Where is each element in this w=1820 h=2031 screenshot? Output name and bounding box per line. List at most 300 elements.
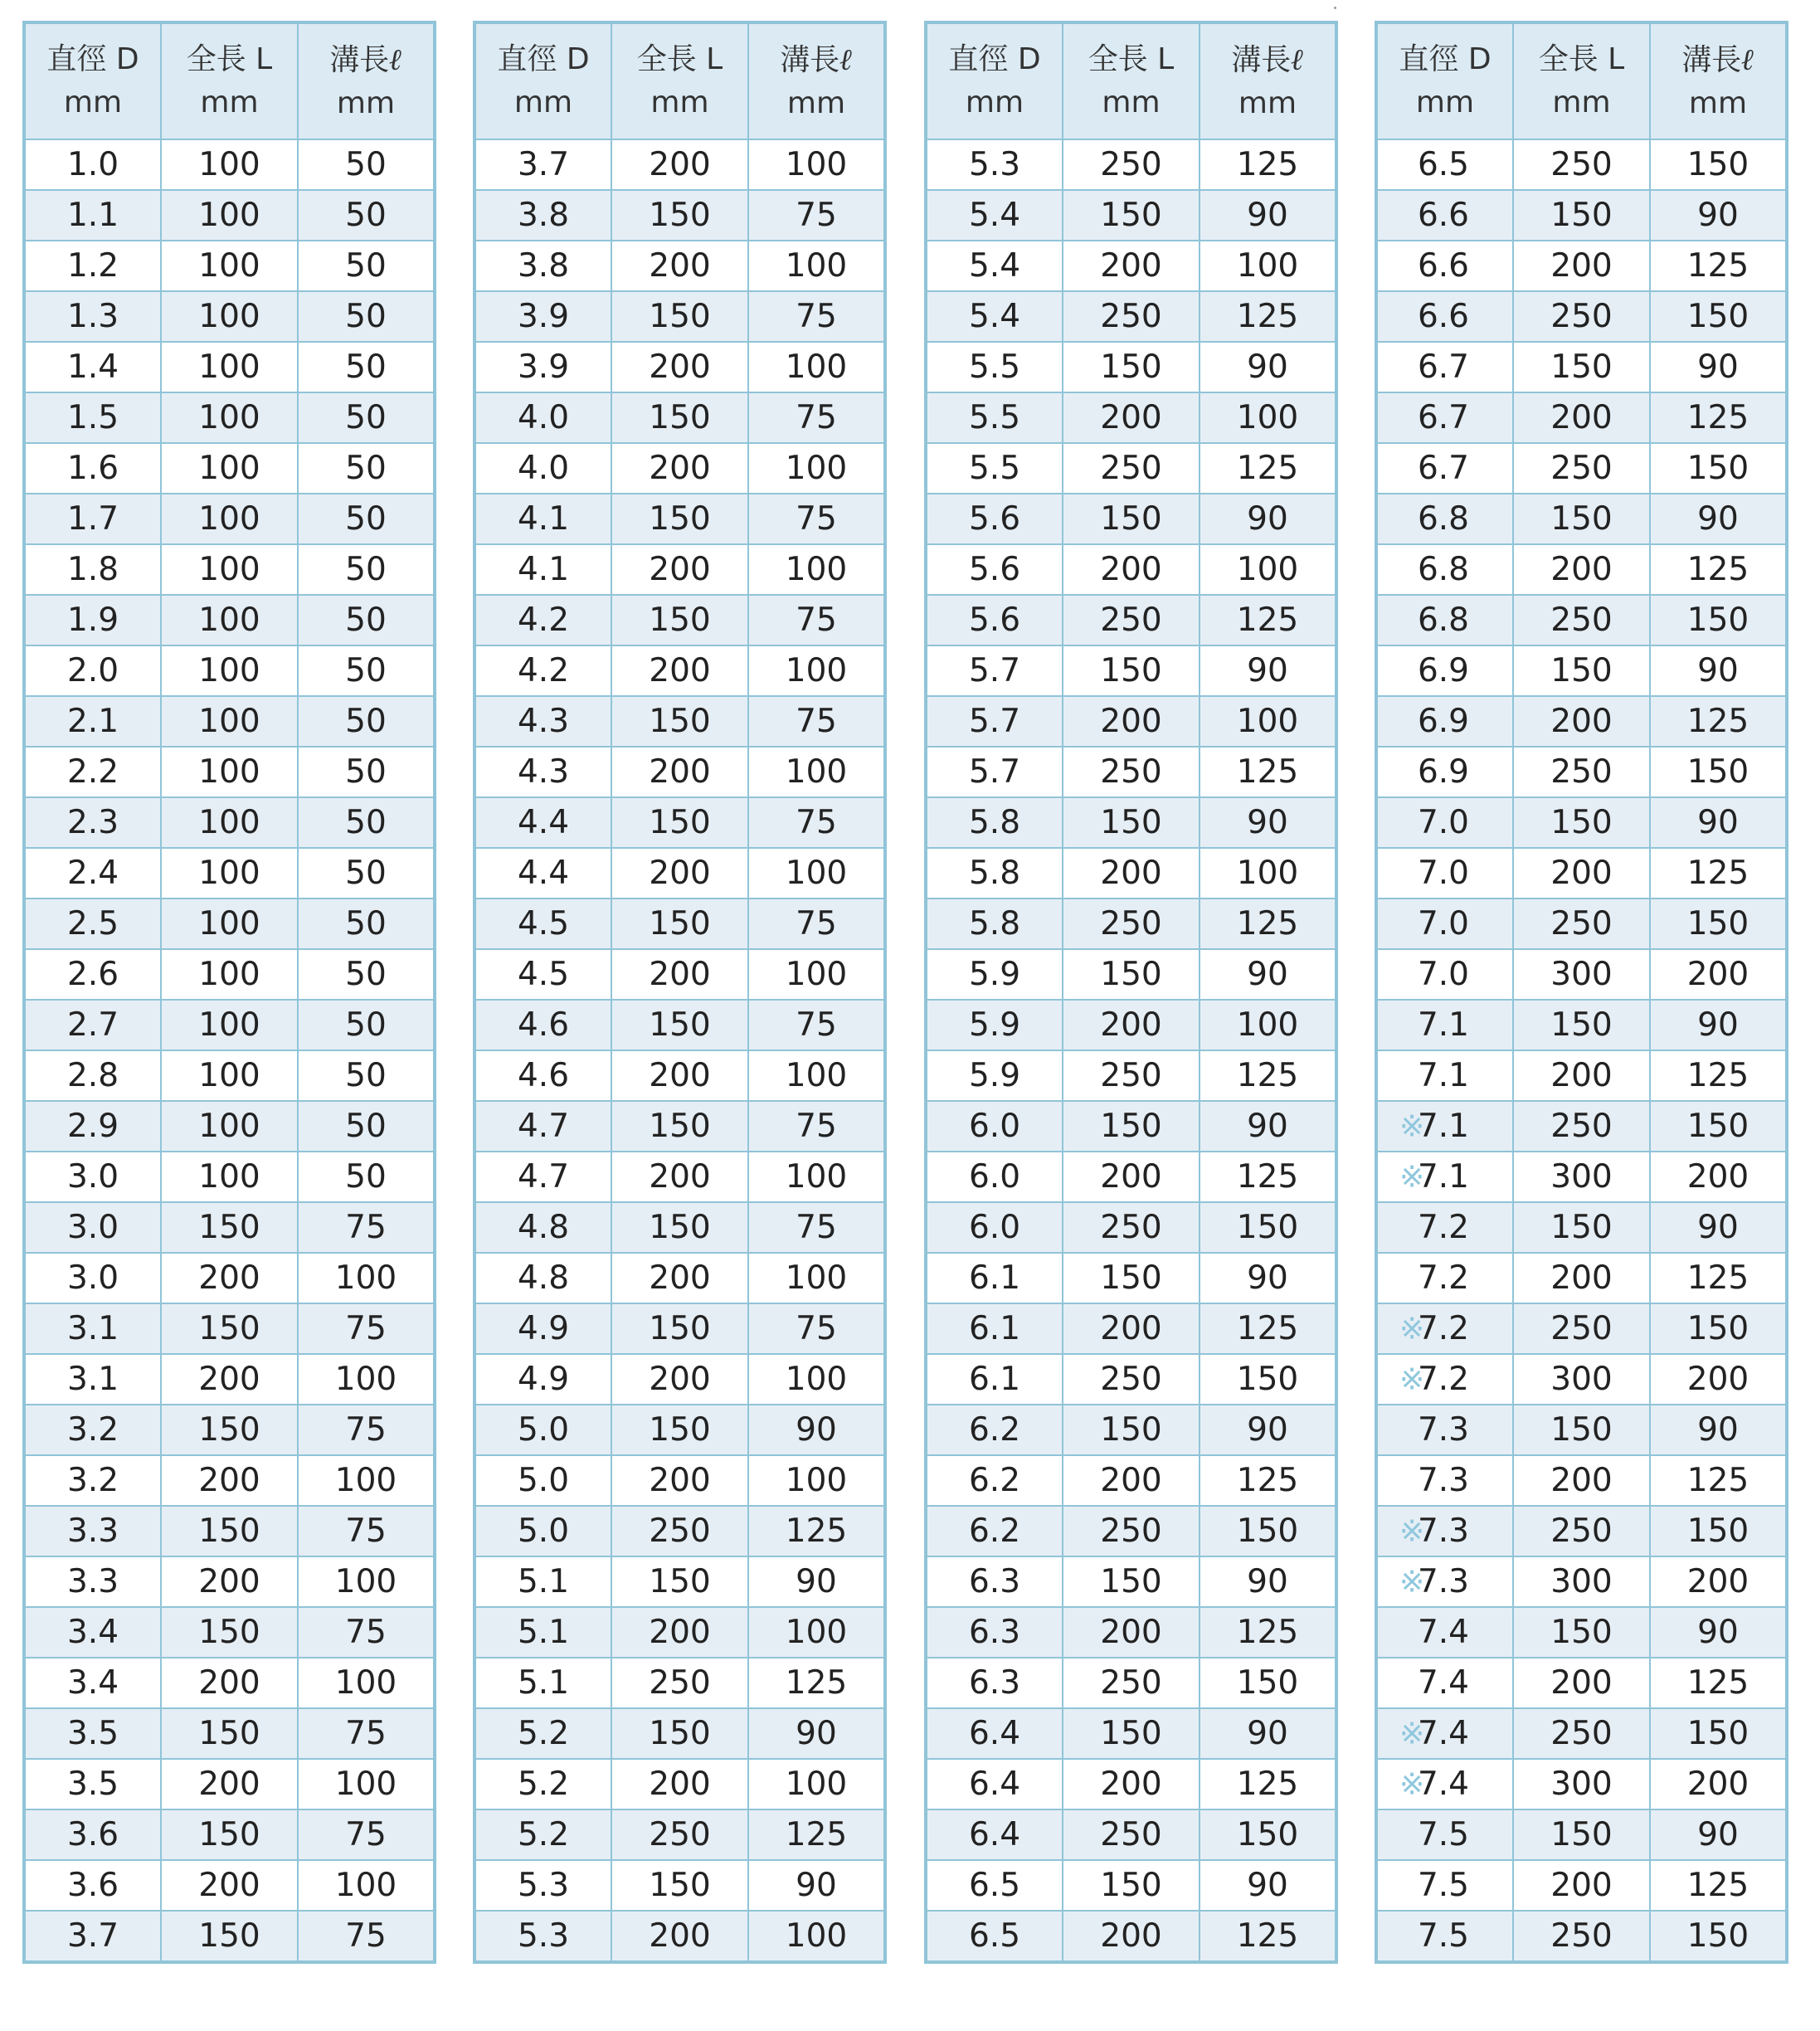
table-row <box>474 1759 885 1809</box>
flute-length-cell: 50 <box>298 1101 435 1152</box>
diameter-value: 3.4 <box>66 1614 119 1651</box>
flute-length-cell: 90 <box>1650 342 1787 392</box>
table-row <box>24 1911 435 1962</box>
flute-length-cell: 100 <box>1200 696 1336 747</box>
diameter-value: 1.3 <box>66 298 119 335</box>
table-row <box>24 1152 435 1202</box>
flute-length-cell: 50 <box>298 1050 435 1101</box>
table-row <box>474 949 885 1000</box>
table-row <box>926 848 1336 899</box>
diameter-cell <box>1376 1658 1513 1708</box>
table-row <box>926 645 1336 696</box>
diameter-value: 5.9 <box>968 1057 1021 1094</box>
diameter-value: 2.2 <box>66 753 119 791</box>
diameter-cell <box>1376 544 1513 595</box>
note-mark-icon: ※ <box>1399 1514 1425 1548</box>
diameter-cell <box>926 1152 1063 1202</box>
diameter-cell <box>24 1759 161 1809</box>
diameter-value: 4.9 <box>517 1310 570 1347</box>
table-row <box>926 1607 1336 1658</box>
diameter-cell <box>1376 1101 1513 1152</box>
total-length-cell: 250 <box>1063 747 1200 797</box>
flute-length-cell: 100 <box>748 949 885 1000</box>
header-row <box>474 22 885 139</box>
header-diameter <box>24 22 161 139</box>
diameter-value: 7.1 <box>1417 1158 1469 1196</box>
total-length-cell: 200 <box>611 544 748 595</box>
table-row <box>24 190 435 241</box>
total-length-cell: 150 <box>611 190 748 241</box>
flute-length-cell: 50 <box>298 544 435 595</box>
diameter-cell <box>24 848 161 899</box>
header-diameter <box>1376 22 1513 139</box>
flute-length-cell: 90 <box>1650 494 1787 544</box>
total-length-cell: 250 <box>1513 1101 1650 1152</box>
header-label <box>1651 38 1785 82</box>
total-length-cell: 200 <box>1513 241 1650 291</box>
diameter-value: 1.7 <box>66 500 119 538</box>
total-length-cell: 150 <box>1063 1708 1200 1759</box>
total-length-cell: 200 <box>611 241 748 291</box>
table-row <box>1376 392 1787 443</box>
total-length-cell: 150 <box>1063 190 1200 241</box>
total-length-cell: 200 <box>161 1253 298 1303</box>
flute-length-cell: 100 <box>748 139 885 190</box>
header-label: 全長 L <box>186 42 273 76</box>
flute-length-cell: 90 <box>1650 1607 1787 1658</box>
diameter-cell <box>926 899 1063 949</box>
flute-length-cell: 75 <box>298 1607 435 1658</box>
diameter-value: 4.1 <box>517 500 570 538</box>
diameter-value: 5.4 <box>968 298 1021 335</box>
table-row <box>1376 1759 1787 1809</box>
diameter-value: 5.0 <box>517 1462 570 1499</box>
diameter-cell <box>926 1405 1063 1455</box>
table-row <box>926 190 1336 241</box>
flute-length-cell: 125 <box>1200 291 1336 342</box>
total-length-cell: 150 <box>161 1405 298 1455</box>
diameter-cell <box>926 1253 1063 1303</box>
flute-length-cell: 150 <box>1200 1658 1336 1708</box>
diameter-cell <box>24 392 161 443</box>
diameter-cell <box>926 1860 1063 1911</box>
diameter-value: 5.1 <box>517 1563 570 1600</box>
spec-table-2 <box>473 21 887 1964</box>
total-length-cell: 250 <box>1513 1303 1650 1354</box>
table-row <box>1376 1809 1787 1860</box>
table-row <box>24 1202 435 1253</box>
flute-length-cell: 75 <box>748 797 885 848</box>
diameter-cell <box>24 1000 161 1050</box>
total-length-cell: 200 <box>1063 544 1200 595</box>
total-length-cell: 200 <box>611 1050 748 1101</box>
total-length-cell: 150 <box>611 1101 748 1152</box>
total-length-cell: 250 <box>1513 899 1650 949</box>
diameter-value: 2.0 <box>66 652 119 689</box>
flute-length-cell: 100 <box>748 342 885 392</box>
total-length-cell: 250 <box>1063 1506 1200 1556</box>
diameter-cell <box>24 1455 161 1506</box>
total-length-cell: 250 <box>1063 595 1200 645</box>
flute-length-cell: 90 <box>1200 494 1336 544</box>
diameter-cell <box>1376 1607 1513 1658</box>
header-row <box>24 22 435 139</box>
diameter-cell <box>474 494 611 544</box>
flute-length-cell: 90 <box>1200 1101 1336 1152</box>
diameter-value: 3.0 <box>66 1158 119 1196</box>
total-length-cell: 200 <box>611 645 748 696</box>
flute-length-cell: 125 <box>1200 899 1336 949</box>
total-length-cell: 200 <box>611 747 748 797</box>
header-label-text: 溝長 <box>1231 42 1292 77</box>
diameter-value: 7.3 <box>1417 1411 1469 1449</box>
diameter-value: 7.4 <box>1417 1715 1469 1752</box>
total-length-cell: 200 <box>1063 1152 1200 1202</box>
diameter-value: 1.8 <box>66 551 119 588</box>
table-row <box>24 1405 435 1455</box>
diameter-value: 4.9 <box>517 1361 570 1398</box>
diameter-value: 6.8 <box>1417 602 1469 639</box>
table-row <box>926 494 1336 544</box>
diameter-value: 7.0 <box>1417 804 1469 841</box>
diameter-cell <box>24 494 161 544</box>
total-length-cell: 150 <box>1063 645 1200 696</box>
flute-length-cell: 100 <box>1200 848 1336 899</box>
diameter-value: 4.5 <box>517 956 570 993</box>
total-length-cell: 150 <box>1513 1809 1650 1860</box>
diameter-value: 4.1 <box>517 551 570 588</box>
table-row <box>926 899 1336 949</box>
flute-length-cell: 150 <box>1650 595 1787 645</box>
flute-length-cell: 75 <box>298 1911 435 1962</box>
diameter-value: 4.8 <box>517 1259 570 1297</box>
table-row <box>24 696 435 747</box>
header-row <box>926 22 1336 139</box>
flute-length-cell: 50 <box>298 797 435 848</box>
diameter-value: 5.7 <box>968 652 1021 689</box>
flute-length-cell: 50 <box>298 899 435 949</box>
total-length-cell: 150 <box>611 595 748 645</box>
header-label-text: 溝長 <box>1681 42 1742 77</box>
total-length-cell: 200 <box>1063 1455 1200 1506</box>
flute-length-cell: 50 <box>298 1152 435 1202</box>
header-label: 直徑 D <box>497 42 590 76</box>
flute-length-cell: 150 <box>1650 1911 1787 1962</box>
diameter-value: 5.8 <box>968 804 1021 841</box>
diameter-cell <box>1376 1303 1513 1354</box>
total-length-cell: 150 <box>161 1809 298 1860</box>
diameter-value: 6.1 <box>968 1259 1021 1297</box>
header-unit: mm <box>965 85 1024 119</box>
total-length-cell: 150 <box>1063 342 1200 392</box>
diameter-cell <box>24 1809 161 1860</box>
diameter-cell <box>1376 241 1513 291</box>
table-row <box>926 291 1336 342</box>
flute-length-cell: 150 <box>1200 1809 1336 1860</box>
flute-length-cell: 50 <box>298 291 435 342</box>
table-row <box>1376 1911 1787 1962</box>
flute-length-cell: 100 <box>748 747 885 797</box>
diameter-cell <box>24 1152 161 1202</box>
flute-length-cell: 90 <box>1200 190 1336 241</box>
header-total-length <box>161 22 298 139</box>
header-unit: mm <box>200 85 259 119</box>
diameter-cell <box>24 443 161 494</box>
table-row <box>474 1405 885 1455</box>
table-row <box>926 1050 1336 1101</box>
total-length-cell: 200 <box>161 1860 298 1911</box>
diameter-value: 1.6 <box>66 450 119 487</box>
total-length-cell: 100 <box>161 747 298 797</box>
diameter-value: 5.9 <box>968 956 1021 993</box>
flute-length-cell: 50 <box>298 848 435 899</box>
flute-length-cell: 125 <box>1200 1455 1336 1506</box>
total-length-cell: 200 <box>1513 1658 1650 1708</box>
diameter-cell <box>926 392 1063 443</box>
total-length-cell: 100 <box>161 949 298 1000</box>
flute-length-cell: 200 <box>1650 949 1787 1000</box>
diameter-cell <box>1376 1050 1513 1101</box>
table-header <box>926 22 1336 139</box>
diameter-cell <box>926 1759 1063 1809</box>
flute-length-cell: 90 <box>1200 1405 1336 1455</box>
table-row <box>24 392 435 443</box>
total-length-cell: 200 <box>611 443 748 494</box>
flute-length-cell: 125 <box>1200 1607 1336 1658</box>
flute-length-cell: 100 <box>748 443 885 494</box>
flute-length-cell: 125 <box>748 1658 885 1708</box>
table-row <box>24 1455 435 1506</box>
diameter-cell <box>1376 1354 1513 1405</box>
flute-length-cell: 125 <box>1650 696 1787 747</box>
total-length-cell: 250 <box>1513 747 1650 797</box>
table-row <box>926 1911 1336 1962</box>
diameter-value: 7.1 <box>1417 1108 1469 1145</box>
note-mark-icon: ※ <box>1399 1160 1425 1194</box>
table-row <box>474 1000 885 1050</box>
diameter-value: 7.2 <box>1417 1209 1469 1246</box>
flute-length-cell: 75 <box>298 1506 435 1556</box>
diameter-cell <box>1376 1000 1513 1050</box>
table-row <box>926 392 1336 443</box>
flute-length-cell: 150 <box>1650 139 1787 190</box>
flute-length-cell: 50 <box>298 494 435 544</box>
total-length-cell: 150 <box>1063 1556 1200 1607</box>
table-row <box>474 645 885 696</box>
diameter-value: 3.2 <box>66 1462 119 1499</box>
table-row <box>474 1101 885 1152</box>
table-row <box>24 1607 435 1658</box>
flute-length-cell: 50 <box>298 139 435 190</box>
diameter-cell <box>1376 1809 1513 1860</box>
table-row <box>24 899 435 949</box>
table-row <box>1376 899 1787 949</box>
diameter-cell <box>474 1101 611 1152</box>
table-row <box>24 848 435 899</box>
flute-length-cell: 75 <box>748 1101 885 1152</box>
diameter-value: 2.4 <box>66 855 119 892</box>
total-length-cell: 100 <box>161 291 298 342</box>
table-row <box>24 443 435 494</box>
flute-length-cell: 100 <box>748 1607 885 1658</box>
total-length-cell: 200 <box>1513 544 1650 595</box>
flute-length-cell: 50 <box>298 949 435 1000</box>
diameter-cell <box>926 139 1063 190</box>
header-row <box>1376 22 1787 139</box>
diameter-value: 7.5 <box>1417 1917 1469 1955</box>
total-length-cell: 250 <box>1513 1506 1650 1556</box>
diameter-cell <box>1376 949 1513 1000</box>
diameter-value: 3.6 <box>66 1816 119 1853</box>
diameter-value: 3.8 <box>517 197 570 234</box>
diameter-cell <box>1376 1860 1513 1911</box>
diameter-cell <box>926 848 1063 899</box>
diameter-cell <box>474 1455 611 1506</box>
flute-length-cell: 90 <box>748 1860 885 1911</box>
diameter-cell <box>1376 1455 1513 1506</box>
diameter-cell <box>474 1405 611 1455</box>
diameter-value: 5.0 <box>517 1512 570 1550</box>
diameter-cell <box>1376 342 1513 392</box>
ell-symbol: ℓ <box>839 41 853 77</box>
diameter-cell <box>474 645 611 696</box>
total-length-cell: 300 <box>1513 949 1650 1000</box>
diameter-value: 5.8 <box>968 905 1021 942</box>
total-length-cell: 200 <box>1513 1455 1650 1506</box>
total-length-cell: 250 <box>1513 1911 1650 1962</box>
total-length-cell: 150 <box>161 1607 298 1658</box>
diameter-value: 7.5 <box>1417 1816 1469 1853</box>
header-unit: mm <box>513 85 573 119</box>
header-unit: mm <box>1238 85 1297 120</box>
flute-length-cell: 150 <box>1650 1101 1787 1152</box>
header-diameter <box>926 22 1063 139</box>
total-length-cell: 100 <box>161 342 298 392</box>
header-label: 全長 L <box>1538 42 1625 76</box>
total-length-cell: 150 <box>1513 1202 1650 1253</box>
total-length-cell: 250 <box>1513 1708 1650 1759</box>
diameter-value: 7.1 <box>1417 1057 1469 1094</box>
diameter-value: 5.3 <box>968 146 1021 183</box>
table-row <box>1376 1303 1787 1354</box>
table-row <box>1376 241 1787 291</box>
flute-length-cell: 75 <box>748 494 885 544</box>
diameter-cell <box>24 899 161 949</box>
table-row <box>474 291 885 342</box>
flute-length-cell: 100 <box>748 1455 885 1506</box>
flute-length-cell: 50 <box>298 241 435 291</box>
diameter-cell <box>1376 443 1513 494</box>
total-length-cell: 200 <box>611 949 748 1000</box>
flute-length-cell: 100 <box>298 1658 435 1708</box>
table-row <box>24 645 435 696</box>
table-row <box>474 1253 885 1303</box>
table-row <box>24 595 435 645</box>
flute-length-cell: 150 <box>1650 747 1787 797</box>
diameter-value: 3.0 <box>66 1209 119 1246</box>
total-length-cell: 200 <box>611 1759 748 1809</box>
total-length-cell: 150 <box>611 1556 748 1607</box>
total-length-cell: 200 <box>1063 1000 1200 1050</box>
diameter-cell <box>926 645 1063 696</box>
diameter-value: 6.2 <box>968 1411 1021 1449</box>
total-length-cell: 100 <box>161 1101 298 1152</box>
flute-length-cell: 125 <box>1200 443 1336 494</box>
total-length-cell: 100 <box>161 1050 298 1101</box>
flute-length-cell: 90 <box>1650 1405 1787 1455</box>
total-length-cell: 150 <box>611 797 748 848</box>
diameter-cell <box>926 1506 1063 1556</box>
table-row <box>1376 139 1787 190</box>
diameter-cell <box>474 1050 611 1101</box>
table-row <box>926 797 1336 848</box>
table-row <box>926 1000 1336 1050</box>
diameter-cell <box>926 1658 1063 1708</box>
header-total-length <box>1513 22 1650 139</box>
table-row <box>926 747 1336 797</box>
total-length-cell: 200 <box>1063 1911 1200 1962</box>
flute-length-cell: 100 <box>748 1152 885 1202</box>
diameter-value: 6.9 <box>1417 652 1469 689</box>
table-row <box>474 190 885 241</box>
diameter-cell <box>24 645 161 696</box>
table-row <box>926 1658 1336 1708</box>
diameter-value: 6.6 <box>1417 298 1469 335</box>
total-length-cell: 250 <box>611 1658 748 1708</box>
flute-length-cell: 100 <box>748 1354 885 1405</box>
diameter-value: 2.5 <box>66 905 119 942</box>
flute-length-cell: 90 <box>748 1405 885 1455</box>
total-length-cell: 250 <box>1063 899 1200 949</box>
total-length-cell: 150 <box>611 899 748 949</box>
total-length-cell: 150 <box>1513 190 1650 241</box>
flute-length-cell: 100 <box>298 1556 435 1607</box>
diameter-value: 3.7 <box>66 1917 119 1955</box>
flute-length-cell: 100 <box>748 1911 885 1962</box>
table-row <box>474 392 885 443</box>
diameter-value: 5.2 <box>517 1766 570 1803</box>
diameter-value: 5.6 <box>968 602 1021 639</box>
total-length-cell: 150 <box>161 1202 298 1253</box>
diameter-value: 4.7 <box>517 1108 570 1145</box>
diameter-value: 5.6 <box>968 551 1021 588</box>
total-length-cell: 250 <box>1513 291 1650 342</box>
table-row <box>24 949 435 1000</box>
diameter-cell <box>24 1607 161 1658</box>
flute-length-cell: 75 <box>748 899 885 949</box>
flute-length-cell: 50 <box>298 645 435 696</box>
flute-length-cell: 125 <box>1650 1253 1787 1303</box>
table-body <box>474 139 885 1962</box>
flute-length-cell: 150 <box>1200 1354 1336 1405</box>
total-length-cell: 200 <box>611 139 748 190</box>
total-length-cell: 150 <box>1063 1860 1200 1911</box>
ell-symbol: ℓ <box>1291 41 1304 77</box>
table-row <box>926 1101 1336 1152</box>
flute-length-cell: 90 <box>1200 1253 1336 1303</box>
diameter-cell <box>24 1354 161 1405</box>
table-body <box>1376 139 1787 1962</box>
total-length-cell: 100 <box>161 1152 298 1202</box>
diameter-value: 6.0 <box>968 1209 1021 1246</box>
diameter-value: 7.2 <box>1417 1310 1469 1347</box>
diameter-value: 3.5 <box>66 1766 119 1803</box>
diameter-value: 4.2 <box>517 602 570 639</box>
table-row <box>474 494 885 544</box>
diameter-cell <box>474 1809 611 1860</box>
flute-length-cell: 75 <box>748 595 885 645</box>
diameter-cell <box>1376 1911 1513 1962</box>
